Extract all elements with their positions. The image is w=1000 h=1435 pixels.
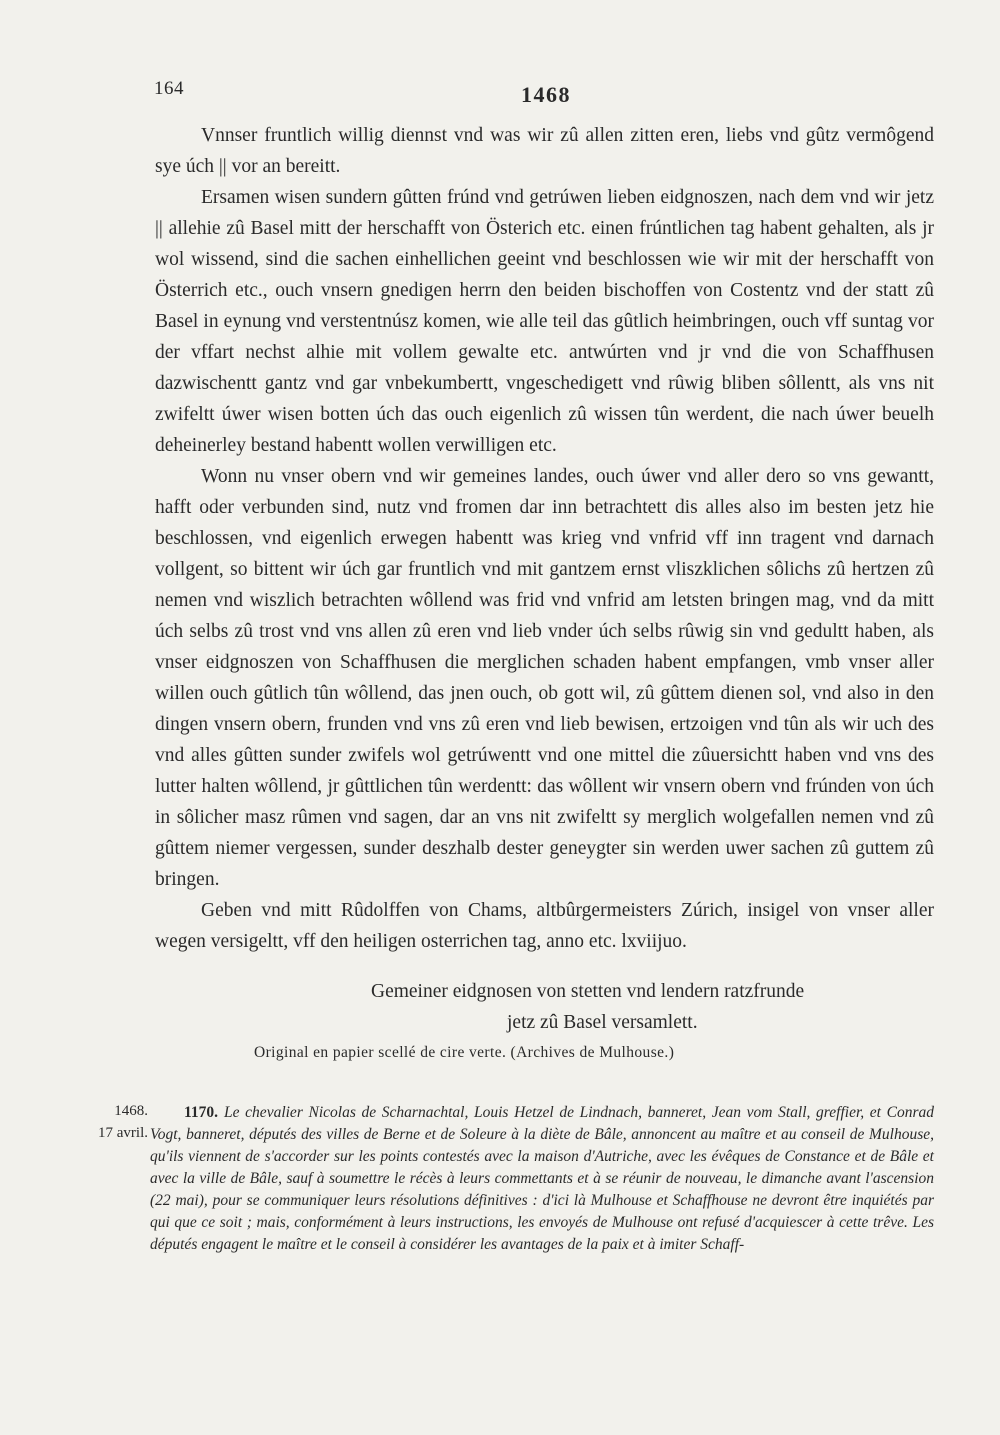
margin-date: [86, 1100, 148, 1144]
margin-date-year: 1468.: [114, 1103, 148, 1119]
closing-line: jetz zû Basel versamlett.: [507, 1012, 698, 1033]
page-number: 164: [154, 78, 184, 99]
letter-closing: [155, 976, 934, 1038]
letter-paragraph: Vnnser fruntlich willig diennst vnd was wir zû allen zitten eren, liebs vnd gûtz vermôgend sye úch || vor an bereitt.: [155, 125, 934, 177]
letter-paragraph: Ersamen wisen sundern gûtten frúnd vnd getrúwen lieben eidgnoszen, nach dem vnd wir jetz || allehie zû Basel mitt der herschafft von Österich etc. einen frúntlichen tag habent gehalten, als jr wol wissend, sind die sachen einhellichen geeint vnd beschlossen wie wir mit der herschafft von Österrich etc., ouch vnsern gnedigen herrn den beiden bischoffen von Costentz vnd der statt zû Basel in eynung vnd verstentnúsz komen, wie alle teil das gûtlich heimbringen, ouch vff suntag vor der vffart nechst alhie mit vollem gewalte etc. antwúrten vnd jr vnd die von Schaffhusen dazwischentt gantz vnd gar vnbekumbertt, vngeschedigett vnd rûwig bliben sôllentt, als vns nit zwifeltt úwer wisen botten úch das ouch eigenlich zû wissen tûn werdent, die nach úwer beuelh deheinerley bestand habentt wollen verwilligen etc.: [155, 187, 934, 456]
regest-text: Le chevalier Nicolas de Scharnachtal, Louis Hetzel de Lindnach, banneret, Jean vom Stall, greffier, et Conrad Vogt, banneret, députés des villes de Berne et de Soleure à la diète de Bâle, annoncent au maître et au conseil de Mulhouse, qu'ils viennent de s'accorder sur les points contestés avec la maison d'Autriche, avec les évêques de Constance et de Bâle et avec la ville de Bâle, sauf à soumettre le récès à leurs commettants et à se réunir de nouveau, le dimanche avant l'ascension (22 mai), pour se communiquer leurs résolutions définitives : d'ici là Mulhouse et Schaffhouse ne devront être inquiétés par qui que ce soit ; mais, conformément à leurs instructions, les envoyés de Mulhouse ont refusé d'acquiescer à cette trêve. Les députés engagent le maître et le conseil à considérer les avantages de la paix et à imiter Schaff-: [150, 1104, 934, 1253]
letter-paragraph: Geben vnd mitt Rûdolffen von Chams, altbûrgermeisters Zúrich, insigel von vnser aller wegen versigeltt, vff den heiligen osterrichen tag, anno etc. lxviijuo.: [155, 900, 934, 952]
letter-paragraph: Wonn nu vnser obern vnd wir gemeines landes, ouch úwer vnd aller dero so vns gewantt, hafft oder verbunden sind, nutz vnd fromen dar inn betrachtett dis alles also im besten jetz hie beschlossen, vnd eigenlich erwegen habentt was krieg vnd vnfrid vff inn tragent vnd darnach vollgent, so bittent wir úch gar fruntlich vnd mit gantzem ernst vliszklichen sôlichs zû hertzen zû nemen vnd wiszlich betrachten wôllend was frid vnd vnfrid am letsten bringen mag, vnd da mitt úch selbs zû trost vnd vns allen zû eren vnd lieb vnder úch selbs rûwig sin vnd gedultt haben, als vnser eidgnoszen von Schaffhusen die merglichen schaden habent empfangen, vmb vnser aller willen ouch gûtlich tûn wôllend, das jnen ouch, ob gott wil, zû gûttem dienen sol, vnd also in den dingen vnsern obern, frunden vnd vns zû eren vnd lieb bewisen, ertzoigen vnd tûn als wir uch des vnd alles gûtten sunder zwifels wol getrúwentt vnd one mittel die zûuersichtt haben vnd vns des lutter halten wôllend, jr gûttlichen tûn werdentt: das wôllent wir vnsern obern vnd frúnden von úch in sôlicher masz rûmen vnd sagen, dar an vns nit zwifeltt sy merglich wolgefallen nemen vnd zû gûttem niemer vergessen, sunder deszhalb dester geneygter sin werden uwer sachen zû guttem zû bringen.: [155, 466, 934, 890]
margin-date-day: 17 avril.: [98, 1125, 148, 1141]
closing-line: Gemeiner eidgnosen von stetten vnd lendern ratzfrunde: [371, 981, 805, 1002]
regest-number: 1170.: [184, 1104, 219, 1121]
running-header-year: 1468: [521, 82, 571, 107]
source-note: Original en papier scellé de cire verte. (Archives de Mulhouse.): [254, 1044, 675, 1061]
regest-entry: [150, 1102, 934, 1256]
letter-body: [155, 120, 934, 957]
